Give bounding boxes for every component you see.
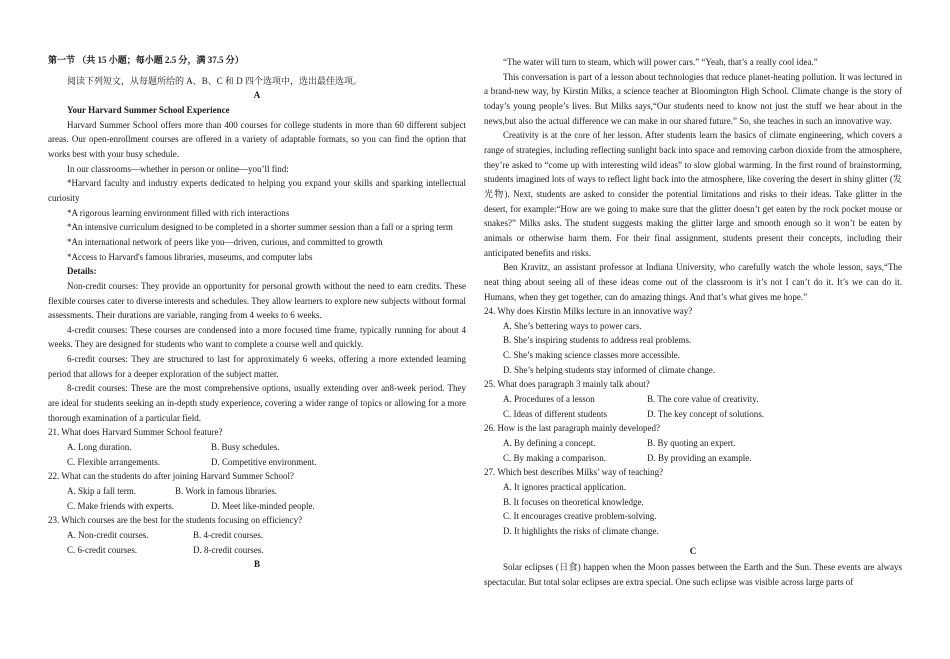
details-label: Details: xyxy=(67,266,97,277)
option: A. Long duration. xyxy=(67,442,132,453)
paragraph: “The water will turn to steam, which will power cars.” “Yeah, that’s a really cool idea.” xyxy=(503,57,818,67)
option: A. It ignores practical application. xyxy=(503,482,626,493)
paragraph: 4-credit courses: These courses are condensed into a more focused time frame, typically running for about 4 weeks. They are designed for students who want to complete a course well and quickly. xyxy=(48,324,466,350)
options-row xyxy=(48,440,466,455)
question-stem: 27. Which best describes Milks’ way of teaching? xyxy=(484,467,664,478)
option: C. Flexible arrangements. xyxy=(67,456,160,467)
options-row xyxy=(48,455,466,470)
passage-a-label: A xyxy=(253,90,261,101)
bullet-item: *A rigorous learning environment filled with rich interactions xyxy=(67,207,290,218)
option: B. It focuses on theoretical knowledge. xyxy=(503,496,644,507)
paragraph: 8-credit courses: These are the most comprehensive options, usually extending over an8-week period. They are ideal for students seeking an in-depth study experience, covering a wider range of topics or allowing for a more thorough examination of a particular field. xyxy=(48,383,466,423)
option: D. She’s helping students stay informed of climate change. xyxy=(503,364,715,375)
right-column xyxy=(484,55,902,590)
option: B. Work in famous libraries. xyxy=(175,486,278,497)
bullet-item: *Access to Harvard's famous libraries, museums, and computer labs xyxy=(67,251,313,262)
option: B. Busy schedules. xyxy=(211,442,280,453)
option: D. Meet like-minded people. xyxy=(211,500,315,511)
paragraph: Ben Kravitz, an assistant professor at Indiana University, who carefully watch the whole lesson, says,“The neat thing about seeing all of these ideas come out of the classroom is it’s not I can’t do it. It’s we can do it. Humans, when they get together, can do amazing things. And that’s what gives me hope.” xyxy=(484,262,902,302)
bullet-item: *Harvard faculty and industry experts dedicated to helping you expand your skills and sparking intellectual curiosity xyxy=(48,178,466,203)
option: A. Procedures of a lesson xyxy=(503,394,595,405)
paragraph: Solar eclipses (日食) happen when the Moon passes between the Earth and the Sun. These events are always spectacular. But total solar eclipses are extra special. One such eclipse was visible across large parts of xyxy=(484,562,902,587)
option: D. It highlights the risks of climate change. xyxy=(503,526,659,536)
bullet-item: *An international network of peers like you—driven, curious, and committed to growth xyxy=(67,236,383,247)
passage-b-label: B xyxy=(253,559,260,570)
option: A. She’s bettering ways to power cars. xyxy=(503,320,642,331)
section-title: 第一节 （共 15 小题；每小题 2.5 分，满 37.5 分） xyxy=(48,55,244,65)
option: C. Ideas of different students xyxy=(503,408,608,419)
options-row xyxy=(48,528,466,543)
left-column xyxy=(48,53,466,572)
paragraph: Non-credit courses: They provide an opportunity for personal growth without the need to earn credits. These flexible courses cater to diverse interests and schedules. They allow learners to explore new subjects without formal assessments. Their durations are variable, ranging from 4 weeks to 6 weeks. xyxy=(48,280,466,321)
option: C. She’s making science classes more accessible. xyxy=(503,350,680,361)
option: B. By quoting an expert. xyxy=(647,438,736,449)
options-row xyxy=(484,407,902,422)
option: A. By defining a concept. xyxy=(503,438,596,449)
option: A. Non-credit courses. xyxy=(67,530,149,540)
option: C. It encourages creative problem-solving. xyxy=(503,511,657,522)
option: B. She’s inspiring students to address real problems. xyxy=(503,335,692,346)
option: B. 4-credit courses. xyxy=(193,530,263,540)
option: D. The key concept of solutions. xyxy=(647,408,765,419)
option: D. Competitive environment. xyxy=(211,456,317,467)
option: C. By making a comparison. xyxy=(503,452,606,463)
question-stem: 25. What does paragraph 3 mainly talk about? xyxy=(484,379,650,390)
bullet-item: *An intensive curriculum designed to be completed in a shorter summer session than a fall or a spring term xyxy=(67,222,453,233)
options-row xyxy=(484,436,902,451)
options-row xyxy=(484,451,902,466)
question-stem: 21. What does Harvard Summer School feature? xyxy=(48,427,223,438)
option: C. 6-credit courses. xyxy=(67,544,137,555)
question-stem: 23. Which courses are the best for the students focusing on efficiency? xyxy=(48,515,303,526)
option: D. By providing an example. xyxy=(647,452,752,463)
option: C. Make friends with experts. xyxy=(67,500,174,511)
question-stem: 22. What can the students do after joining Harvard Summer School? xyxy=(48,471,295,482)
question-stem: 26. How is the last paragraph mainly developed? xyxy=(484,423,660,434)
paragraph: Creativity is at the core of her lesson. After students learn the basics of climate engineering, which covers a range of strategies, including reflecting sunlight back into space and removing carbon dioxide from the atmosphere, they’re asked to “come up with interesting wild ideas” to slow global warming. In the first round of brainstorming, students imagined lots of ways to reflect light back into the atmosphere, like covering the desert in shiny glitter (发光物). Next, students are asked to consider the potential limitations and risks to their ideas. Take glitter in the desert, for example:“How are we going to make sure that the glitter doesn’t get eaten by the rock pocket mouse or snakes?” Milks asks. The student suggests making the glitter large and smooth enough so it won’t be eaten by animals or otherwise harm them. For their final assignment, students present their concepts, including their anticipated benefits and risks. xyxy=(484,130,902,258)
option: D. 8-credit courses. xyxy=(193,544,264,555)
options-row xyxy=(48,484,466,499)
paragraph: This conversation is part of a lesson about technologies that reduce planet-heating pollution. It was lectured in a brand-new way, by Kirstin Milks, a science teacher at Bloomington High School. Climate change is the story of today’s young people’s lives. But Milks says,“Our students need to know not just the stuff we hear about in the news,but also the actual difference we can make in our shared future.” So, she teaches in such an innovative way. xyxy=(484,71,902,126)
options-row xyxy=(48,499,466,514)
options-row xyxy=(48,543,466,558)
passage-c-label: C xyxy=(689,545,697,556)
question-stem: 24. Why does Kirstin Milks lecture in an innovative way? xyxy=(484,306,693,317)
options-row xyxy=(484,392,902,407)
option: B. The core value of creativity. xyxy=(647,394,759,405)
option: A. Skip a fall term. xyxy=(67,486,136,497)
instruction: 阅读下列短文，从每题所给的 A、B、C 和 D 四个选项中，选出最佳选项。 xyxy=(67,75,363,86)
passage-a-title: Your Harvard Summer School Experience xyxy=(67,104,230,115)
paragraph: Harvard Summer School offers more than 400 courses for college students in more than 60 different subject areas. Our open-enrollment courses are offered in a variety of adaptable formats, so you can find the option that works best with your busy schedule. xyxy=(48,119,466,159)
paragraph: In our classrooms—whether in person or online—you’ll find: xyxy=(67,163,289,174)
paragraph: 6-credit courses: They are structured to last for approximately 6 weeks, offering a more extended learning period that allows for a deeper exploration of the subject matter. xyxy=(48,354,466,379)
